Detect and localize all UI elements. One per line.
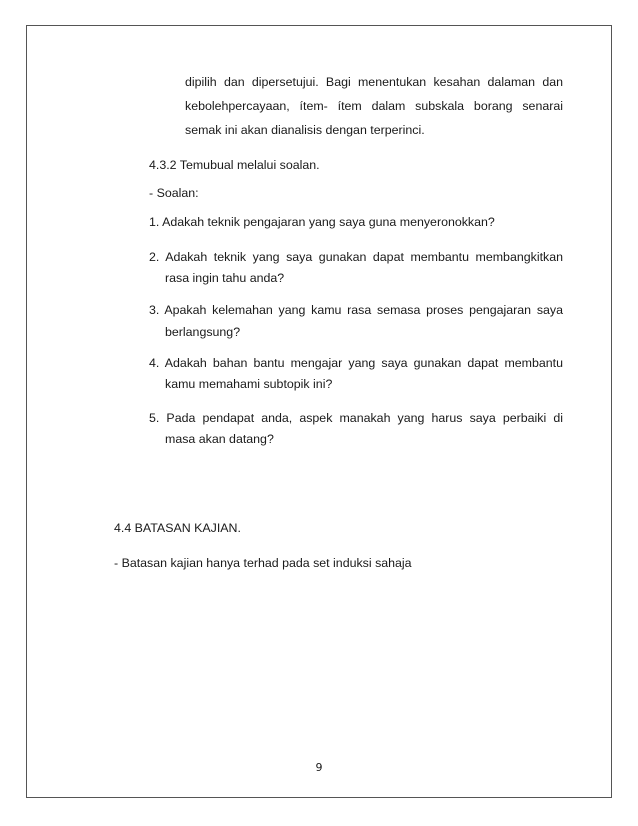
question-5-line-1: 5. Pada pendapat anda, aspek manakah yang harus saya perbaiki di xyxy=(149,411,563,425)
question-3-line-1: 3. Apakah kelemahan yang kamu rasa semasa proses pengajaran saya xyxy=(149,303,563,317)
question-4-line-2: kamu memahami subtopik ini? xyxy=(165,377,333,391)
intro-line-1: dipilih dan dipersetujui. Bagi menentukan kesahan dalaman dan xyxy=(185,75,563,89)
page-number: 9 xyxy=(315,761,323,774)
section-44-heading: 4.4 BATASAN KAJIAN. xyxy=(114,521,241,535)
question-5-line-2: masa akan datang? xyxy=(165,432,274,446)
question-2-line-1: 2. Adakah teknik yang saya gunakan dapat membantu membangkitkan xyxy=(149,250,563,264)
question-2-line-2: rasa ingin tahu anda? xyxy=(165,271,285,285)
section-44-body: - Batasan kajian hanya terhad pada set induksi sahaja xyxy=(114,556,412,570)
question-4-line-1: 4. Adakah bahan bantu mengajar yang saya gunakan dapat membantu xyxy=(149,356,563,370)
question-3-line-2: berlangsung? xyxy=(165,325,241,339)
section-432-heading: 4.3.2 Temubual melalui soalan. xyxy=(149,158,320,172)
intro-line-2: kebolehpercayaan, ítem- ítem dalam subskala borang senarai xyxy=(185,99,563,113)
section-432-subheading: - Soalan: xyxy=(149,186,199,200)
question-1-line-1: 1. Adakah teknik pengajaran yang saya guna menyeronokkan? xyxy=(149,215,495,229)
intro-line-3: semak ini akan dianalisis dengan terperinci. xyxy=(185,123,425,137)
